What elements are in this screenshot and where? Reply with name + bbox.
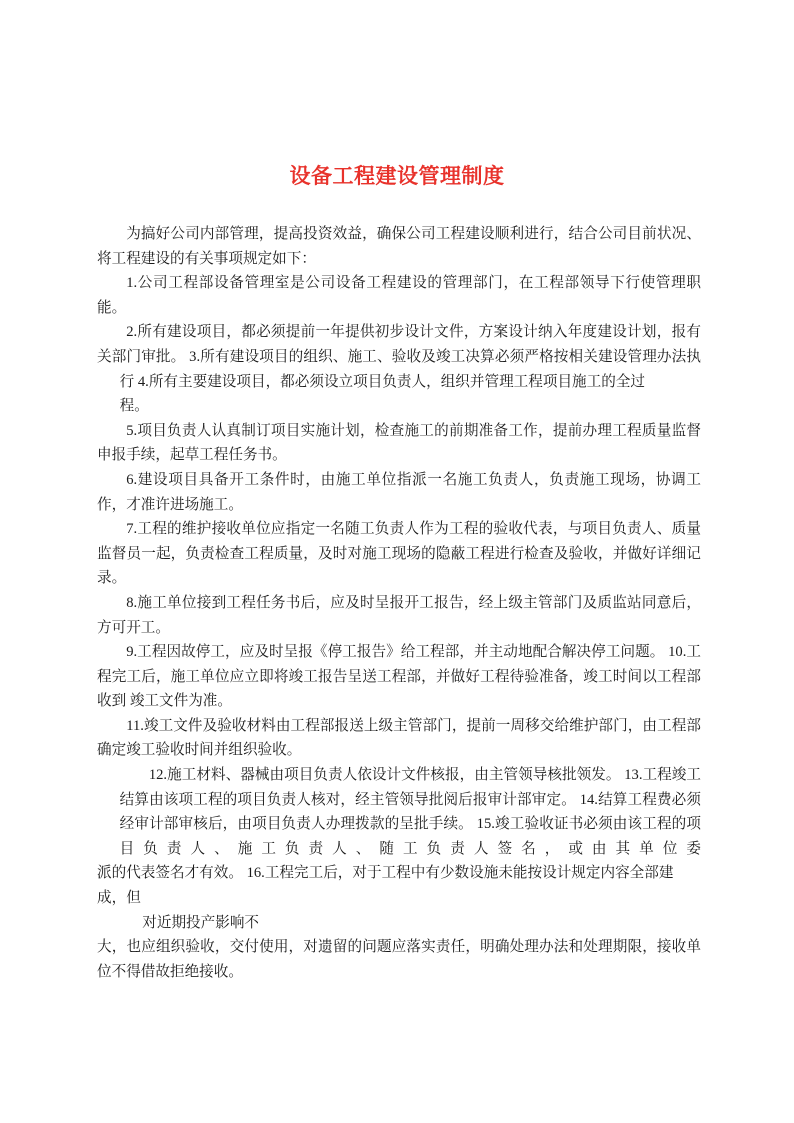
paragraph-item-7: 7.工程的维护接收单位应指定一名随工负责人作为工程的验收代表，与项目负责人、质量监督员一起，负责检查工程质量，及时对施工现场的隐蔽工程进行检查及验收，并做好详细记录。 <box>97 521 701 587</box>
document-body <box>97 222 701 984</box>
paragraph-item-8: 8.施工单位接到工程任务书后，应及时呈报开工报告，经上级主管部门及质监站同意后，方可开工。 <box>97 594 701 636</box>
paragraph-item-11: 11.竣工文件及验收材料由工程部报送上级主管部门，提前一周移交给维护部门，由工程部确定竣工验收时间并组织验收。 <box>97 717 701 759</box>
paragraph-item-4-line-2: 程。 <box>119 398 149 415</box>
paragraph-item-16-line-1: 派的代表签名才有效。 16.工程完工后，对于工程中有少数设施未能按设计规定内容全部建成，但 <box>97 865 674 907</box>
page-title: 设备工程建设管理制度 <box>289 165 505 188</box>
paragraph-item-12-15: 12.施工材料、器械由项目负责人依设计文件核报，由主管领导核批领发。 13.工程竣工结算由该项工程的项目负责人核对，经主管领导批阅后报审计部审定。 14.结算工程费必须经审计部审核后，由项目负责人办理拨款的呈批手续。 15.竣工验收证书必须由该工程的项目负责人、施工负责人、随工负责人签名，或由其单位委 <box>119 767 701 857</box>
paragraph-item-2-3: 2.所有建设项目，都必须提前一年提供初步设计文件，方案设计纳入年度建设计划，报有关部门审批。 3.所有建设项目的组织、施工、验收及竣工决算必须严格按相关建设管理办法执 <box>97 324 701 365</box>
paragraph-item-16-line-3: 大，也应组织验收，交付使用，对遗留的问题应落实责任，明确处理办法和处理期限，接收单位不得借故拒绝接收。 <box>97 939 701 980</box>
paragraph-item-1: 1.公司工程部设备管理室是公司设备工程建设的管理部门，在工程部领导下行使管理职能。 <box>97 275 701 316</box>
paragraph-item-9-10: 9.工程因故停工，应及时呈报《停工报告》给工程部，并主动地配合解决停工问题。 10.工程完工后，施工单位应立即将竣工报告呈送工程部，并做好工程待验准备，竣工时间以工程部收到 竣工文件为准。 <box>97 644 701 710</box>
paragraph-item-16-line-2: 对近期投产影响不 <box>142 914 260 931</box>
paragraph-item-6: 6.建设项目具备开工条件时，由施工单位指派一名施工负责人，负责施工现场，协调工作，才准许进场施工。 <box>97 471 701 513</box>
paragraph-item-5: 5.项目负责人认真制订项目实施计划，检查施工的前期准备工作，提前办理工程质量监督申报手续，起草工程任务书。 <box>97 422 701 464</box>
paragraph-preamble: 为搞好公司内部管理，提高投资效益，确保公司工程建设顺利进行，结合公司目前状况、将工程建设的有关事项规定如下： <box>97 226 701 267</box>
paragraph-item-4-line-1: 行 4.所有主要建设项目，都必须设立项目负责人，组织并管理工程项目施工的全过 <box>119 373 646 390</box>
